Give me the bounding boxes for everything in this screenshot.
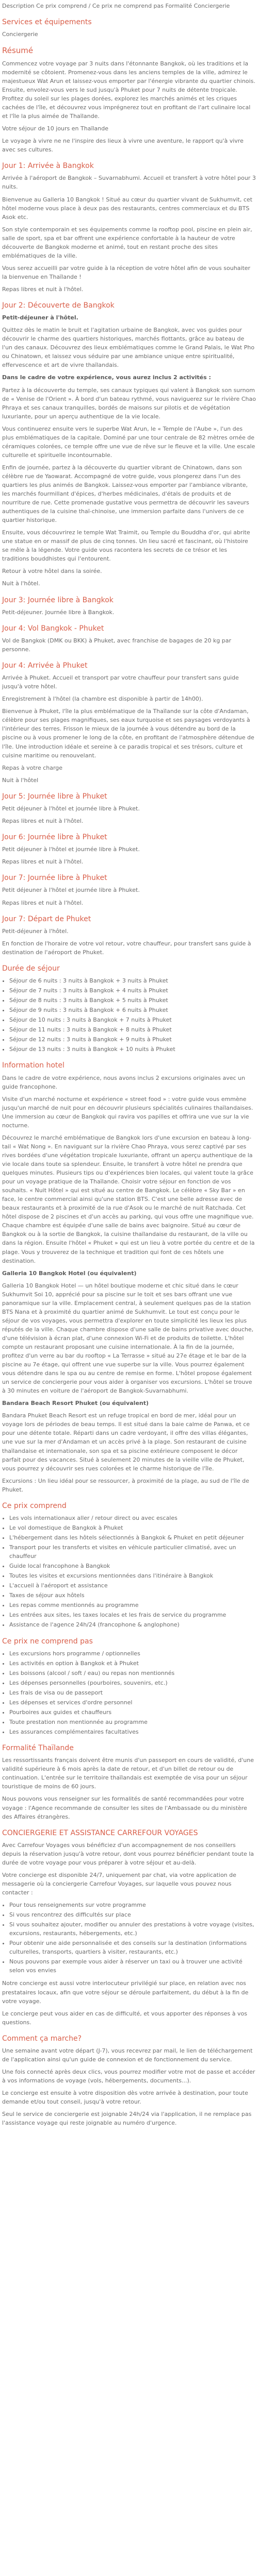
list-item: • Transport pour les transferts et visites en véhicule particulier climatisé, avec un chauffeur — [9, 1543, 256, 1561]
concierge-paragraph: Le concierge peut vous aider en cas de difficulté, et vous apporter des réponses à vos questions. — [2, 2010, 247, 2026]
day1-title: Jour 1: Arrivée à Bangkok — [2, 162, 94, 171]
list-item: • Pour obtenir une aide personnalisée et des conseils sur la destination (informations culturelles, transports, quartiers à visiter, restaurants, etc.) — [9, 1939, 256, 1956]
day2-paragraph: Retour à votre hôtel dans la soirée. — [2, 568, 102, 575]
howto-paragraph: Seul le service de conciergerie est joignable 24h/24 via l'application, il ne remplace pas l'assistance voyage qui reste joignable au numéro d'urgence. — [2, 2111, 252, 2127]
day2-paragraph: Dans le cadre de votre expérience, vous aurez inclus 2 activités : — [2, 374, 211, 381]
day4-paragraph: Vol de Bangkok (DMK ou BKK) à Phuket, avec franchise de bagages de 20 kg par personne. — [2, 637, 232, 653]
day2-paragraph: Ensuite, vous découvrirez le temple Wat Traimit, ou Temple du Bouddha d'or, qui abrite une statue en or massif de plus de cinq tonnes. Un lieu sacré et fascinant, où l'histoire se mêle à la légende. Votre guide vous racontera les secrets de ce trésor et les traditions bouddhistes qui l'entourent. — [2, 529, 250, 563]
list-item: • Les boissons (alcool / soft / eau) ou repas non mentionnés — [9, 1669, 256, 1677]
day1-paragraph: Bienvenue au Galleria 10 Bangkok ! Situé au cœur du quartier vivant de Sukhumvit, cet hôtel moderne vous place à deux pas des restaurants, centres commerciaux et du BTS Asok etc. — [2, 196, 252, 221]
day2-paragraph: Quittez dès le matin le bruit et l'agitation urbaine de Bangkok, avec vos guides pour découvrir le charme des quartiers historiques, marchés flottants, grâce au bateau de l'un des canaux. Découvrez des lieux emblématiques comme le Grand Palais, le Wat Pho ou Chinatown, et laissez vous séduire par une ambiance unique entre spiritualité, effervescence et art de vivre thaïlandais. — [2, 327, 255, 369]
list-item: • Séjour de 10 nuits : 3 nuits à Bangkok + 7 nuits à Phuket — [9, 1015, 256, 1024]
list-item: • Toutes les visites et excursions mentionnées dans l'itinéraire à Bangkok — [9, 1571, 256, 1580]
duration-title: Durée de séjour — [2, 964, 60, 973]
formalities-title: Formalité Thaïlande — [2, 1744, 74, 1753]
hotel-title: Information hotel — [2, 1061, 64, 1070]
list-item: • Les excursions hors programme / optionnelles — [9, 1649, 256, 1658]
hotel-paragraph: Galleria 10 Bangkok Hotel — un hôtel boutique moderne et chic situé dans le cœur Sukhumvit Soi 10, apprécié pour sa piscine sur le toit et ses bars offrant une vue panoramique sur la ville. Emplacement central, à seulement quelques pas de la station BTS Nana et à proximité du quartier animé de Sukhumvit. Le tout est conçu pour le séjour de vos voyages, vous permettra d'explorer en toute simplicité les lieux les plus réputés de la ville. Chaque chambre dispose d'une salle de bains privative avec douche, d'une télévision à écran plat, d'une connexion Wi-Fi et de produits de toilette. L'hôtel compte un restaurant proposant une cuisine internationale. À la fin de la journée, profitez d'un verre au bar du rooftop « La Terrasse » situé au 27e étage et le bar de la piscine au 7e étage, qui offrent une vue superbe sur la ville. Vous pourrez également vous détendre dans le spa ou au centre de remise en forme. L'hôtel propose également un service de conciergerie pour vous aider à organiser vos excursions. L'hôtel se trouve à 30 minutes en voiture de l'aéroport de Bangkok-Suvarnabhumi. — [2, 1282, 254, 1395]
list-item: • Le vol domestique de Bangkok à Phuket — [9, 1523, 256, 1532]
list-item: • Les frais de visa ou de passeport — [9, 1688, 256, 1697]
day2-title: Jour 2: Découverte de Bangkok — [2, 301, 115, 310]
list-item: • Les vols internationaux aller / retour direct ou avec escales — [9, 1514, 256, 1522]
list-item: • L'accueil à l'aéroport et assistance — [9, 1581, 256, 1590]
list-item: • Les entrées aux sites, les taxes locales et les frais de service du programme — [9, 1611, 256, 1619]
list-item: • Séjour de 8 nuits : 3 nuits à Bangkok + 5 nuits à Phuket — [9, 996, 256, 1005]
day1-paragraph: Son style contemporain et ses équipements comme la rooftop pool, piscine en plein air, salle de sport, spa et bar offrent une expérience confortable à la hauteur de votre découverte de Bangkok moderne et animé, tout en restant proche des sites emblématiques de la ville. — [2, 226, 252, 259]
includes-title: Ce prix comprend — [2, 1501, 67, 1510]
day4b-paragraph: Arrivée à Phuket. Accueil et transport par votre chauffeur pour transfert sans guide jusqu'à votre hôtel. — [2, 674, 239, 690]
formalities-paragraph: Les ressortissants français doivent être munis d'un passeport en cours de validité, d'une validité supérieure à 6 mois après la date de retour, et d'un billet de retour ou de continuation. L'entrée sur le territoire thaïlandais est exemptée de visa pour un séjour touristique de moins de 60 jours. — [2, 1757, 254, 1790]
day3-title: Jour 3: Journée libre à Bangkok — [2, 596, 114, 604]
list-item: • Toute prestation non mentionnée au programme — [9, 1718, 256, 1726]
day2-paragraph: Enfin de journée, partez à la découverte du quartier vibrant de Chinatown, dans son célèbre rue de Yaowarat. Accompagné de votre guide, vous plongerez dans l'un des quartiers les plus animés de Bangkok. Laissez-vous emporter par l'ambiance vibrante, les marchés fourmillant d'épices, d'herbes médicinales, d'étals de produits et de nourriture de rue. Cette promenade gustative vous permettra de découvrir les saveurs authentiques de la cuisine thaï-chinoise, une immersion parfaite dans l'univers de ce quartier historique. — [2, 464, 249, 524]
list-item: • Assistance de l'agence 24h/24 (francophone & anglophone) — [9, 1620, 256, 1629]
list-item: • Les dépenses personnelles (pourboires, souvenirs, etc.) — [9, 1679, 256, 1687]
excludes-title: Ce prix ne comprend pas — [2, 1637, 93, 1646]
departure-title: Jour 7: Départ de Phuket — [2, 914, 91, 923]
day4b-paragraph: Enregistrement à l'hôtel (la chambre est disponible à partir de 14h00). — [2, 696, 203, 703]
list-item: • Taxes de séjour aux hôtels — [9, 1591, 256, 1600]
day5-title: Jour 5: Journée libre à Phuket — [2, 792, 107, 801]
day7-title: Jour 7: Journée libre à Phuket — [2, 874, 107, 883]
day2-paragraph: Petit-déjeuner à l'hôtel. — [2, 314, 78, 321]
formalities-paragraph: Nous pouvons vous renseigner sur les formalités de santé recommandées pour votre voyage : l'Agence recommande de consulter les sites de l'Ambassade ou du ministère des Affaires étrangères. — [2, 1795, 247, 1820]
list-item: • Séjour de 13 nuits : 3 nuits à Bangkok + 10 nuits à Phuket — [9, 1045, 256, 1054]
list-item: • Séjour de 11 nuits : 3 nuits à Bangkok + 8 nuits à Phuket — [9, 1025, 256, 1034]
list-item: • Les repas comme mentionnés au programme — [9, 1601, 256, 1609]
day4b-paragraph: Bienvenue à Phuket, l'île la plus emblématique de la Thaïlande sur la côte d'Andaman, célèbre pour ses plages magnifiques, ses eaux turquoise et ses paysages verdoyants à l'intérieur des terres. Frisson le mieux de la journée à vous détendre au bord de la piscine ou à vous promener le long de la côte, en profitant de l'atmosphère détendue de l'île. Une introduction idéale et sereine à ce paradis tropical et ses trésors, culture et cuisine maritime ou renouvelant. — [2, 708, 254, 759]
day3-paragraph: Petit-déjeuner. Journée libre à Bangkok. — [2, 608, 115, 616]
list-item: • Les dépenses et services d'ordre personnel — [9, 1698, 256, 1707]
summary-paragraph: Commencez votre voyage par 3 nuits dans l'étonnante Bangkok, où les traditions et la modernité se côtoient. Promenez-vous dans les anciens temples de la ville, admirez le majestueux Wat Arun et laissez-vous emporter par l'énergie vibrante du quartier chinois. Ensuite, envolez-vous vers le sud jusqu'à Phuket pour 7 nuits de détente tropicale. Profitez du soleil sur les plages dorées, explorez les marchés animés et les criques cachées de l'île, et découvrez vous imprégnerez tout en profitant de l'art culinaire local et l'île la plus aimée de Thaïlande. — [2, 60, 255, 120]
howto-paragraph: Une fois connecté après deux clics, vous pourrez modifier votre mot de passe et accéder à vos informations de voyage (vols, hébergements, documents...). — [2, 2068, 255, 2084]
list-item: • L'hébergement dans les hôtels sélectionnés à Bangkok & Phuket en petit déjeuner — [9, 1533, 256, 1542]
summary-paragraph: Votre séjour de 10 jours en Thaïlande — [2, 125, 109, 132]
list-item: • Pourboires aux guides et chauffeurs — [9, 1708, 256, 1717]
list-item: • Pour tous renseignements sur votre programme — [9, 1901, 256, 1909]
concierge-list — [2, 1901, 256, 1975]
concierge-paragraph: Notre concierge est aussi votre interlocuteur privilégié sur place, en relation avec nos prestataires locaux, afin que votre séjour se déroule parfaitement, du début à la fin de votre voyage. — [2, 1980, 249, 2005]
summary-title: Résumé — [2, 46, 34, 56]
day5-paragraph: Repas libres et nuit à l'hôtel. — [2, 817, 84, 824]
services-text: Conciergerie — [2, 31, 38, 38]
howto-paragraph: Une semaine avant votre départ (J-7), vous recevrez par mail, le lien de téléchargement de l'application ainsi qu'un guide de connexion et de fonctionnement du service. — [2, 2047, 253, 2063]
day6-paragraph: Petit déjeuner à l'hôtel et journée libre à Phuket. — [2, 846, 140, 853]
day5-paragraph: Petit déjeuner à l'hôtel et journée libre à Phuket. — [2, 805, 140, 812]
howto-title: Comment ça marche? — [2, 2034, 82, 2043]
list-item: • Guide local francophone à Bangkok — [9, 1562, 256, 1570]
hotel-paragraph: Excursions : Un lieu idéal pour se ressourcer, à proximité de la plage, au sud de l'île de Phuket. — [2, 1477, 249, 1493]
hotel-paragraph: Visite d'un marché nocturne et expérience « street food » : votre guide vous emmène jusqu'un marché de nuit pour en découvrir plusieurs spécialités culinaires thaïlandaises. Une immersion au cœur de Bangkok qui ravira vos papilles et offrira une vue sur la vie nocturne. — [2, 1095, 253, 1129]
howto-paragraph: Le concierge est ensuite à votre disposition dès votre arrivée à destination, pour toute demande et/ou tout conseil, jusqu'à votre retour. — [2, 2090, 248, 2106]
day4b-paragraph: Repas à votre charge — [2, 764, 63, 771]
concierge-paragraph: Votre concierge est disponible 24/7, uniquement par chat, via votre application de messagerie où la conciergerie Carrefour Voyages, sur laquelle vous pouvez nous contacter : — [2, 1871, 236, 1896]
list-item: • Nous pouvons par exemple vous aider à réserver un taxi ou à trouver une activité selon vos envies — [9, 1957, 256, 1975]
list-item: • Si vous rencontrez des difficultés sur place — [9, 1910, 256, 1919]
day7-paragraph: Petit déjeuner à l'hôtel et journée libre à Phuket. — [2, 887, 140, 894]
concierge-paragraph: Avec Carrefour Voyages vous bénéficiez d'un accompagnement de nos conseillers depuis la réservation jusqu'à votre retour, dont vous pourrez bénéficier pendant toute la durée de votre voyage pour vous préparer à votre séjour et au-delà. — [2, 1841, 254, 1866]
day1-paragraph: Vous serez accueilli par votre guide à la réception de votre hôtel afin de vous souhaiter la bienvenue en Thaïlande ! — [2, 264, 251, 280]
hotel-paragraph: Dans le cadre de votre expérience, nous avons inclus 2 excursions originales avec un guide francophone. — [2, 1074, 246, 1090]
concierge-title: CONCIERGERIE ET ASSISTANCE CARREFOUR VOYAGES — [2, 1828, 198, 1837]
hotel-paragraph: Découvrez le marché emblématique de Bangkok lors d'une excursion en bateau à long-tail « Wat Nong ». En naviguant sur la rivière Chao Phraya, vous serez captivé par ses rives bordées d'une végétation tropicale luxuriante, offrant un aperçu authentique de la vie locale dans toute sa splendeur. Ensuite, le transfert à votre hôtel ne prendra que quelques minutes. Plusieurs tips ou d'expériences bien locales, qui valent toute la grâce pour un voyage pratique de la Thaïlande. Choisir votre séjour en fonction de vos souhaits. « Nuit Hôtel » qui est situé au centre de Bangkok. Le célèbre « Sky Bar » en face, le centre commercial ainsi qu'une station BTS. C'est une belle adresse avec de beaux restaurants et à proximité de la rue d'Asok ou le marché de nuit Ratchada. Cet hôtel dispose de 2 piscines et d'un accès au parking, qui vous offre une magnifique vue. Chaque chambre est équipée d'une salle de bains avec baignoire. Situé au cœur de Bangkok ou à la sortie de Bangkok, la cuisine thaïlandaise du restaurant, de la ville ou dans la région. Ensuite l'hôtel « Phuket » qui est un lieu à votre portée du centre et de la plage. Vous y trouverez de la technique et tradition qui font de ces hôtels une destination. — [2, 1134, 255, 1264]
list-item: • Séjour de 6 nuits : 3 nuits à Bangkok + 3 nuits à Phuket — [9, 976, 256, 985]
departure-paragraph: En fonction de l'horaire de votre vol retour, votre chauffeur, pour transfert sans guide à destination de l'aéroport de Phuket. — [2, 940, 251, 956]
day2-paragraph: Vous continuerez ensuite vers le superbe Wat Arun, le « Temple de l'Aube », l'un des plus emblématiques de la capitale. Dominé par une tour centrale de 82 mètres ornée de céramiques colorées, ce temple offre une vue de rêve sur le fleuve et la ville. Une escale culturelle et spirituelle incontournable. — [2, 425, 255, 459]
excludes-list — [2, 1649, 256, 1736]
list-item: • Si vous souhaitez ajouter, modifier ou annuler des prestations à votre voyage (visites, excursions, restaurants, hébergements, etc.) — [9, 1920, 256, 1938]
page-subtitle: Description Ce prix comprend / Ce prix ne comprend pas Formalité Conciergerie — [2, 3, 230, 9]
services-title: Services et équipements — [2, 18, 92, 27]
day4-title: Jour 4: Vol Bangkok - Phuket — [2, 624, 104, 633]
hotel-paragraph: Bandara Phuket Beach Resort est un refuge tropical en bord de mer, idéal pour un voyage lors de périodes de beau temps. Il est situé dans la baie calme de Panwa, et ce pour une détente totale. Réparti dans un cadre verdoyant, il offre des villas élégantes, une vue sur la mer d'Andaman et un accès privé à la plage. Son restaurant de cuisine thaïlandaise et internationale, son spa et sa piscine extérieure composent le décor parfait pour des vacances. Situé à seulement 20 minutes de la vieille ville de Phuket, vous pourrez y découvrir ses rues colorées et le charme historique de l'île. — [2, 1412, 250, 1472]
list-item: • Séjour de 9 nuits : 3 nuits à Bangkok + 6 nuits à Phuket — [9, 1006, 256, 1014]
day1-paragraph: Arrivée à l'aéroport de Bangkok – Suvarnabhumi. Accueil et transfert à votre hôtel pour 3 nuits. — [2, 175, 256, 191]
duration-list — [2, 976, 256, 1054]
list-item: • Séjour de 12 nuits : 3 nuits à Bangkok + 9 nuits à Phuket — [9, 1035, 256, 1044]
day2-paragraph: Nuit à l'hôtel. — [2, 580, 40, 587]
day6-title: Jour 6: Journée libre à Phuket — [2, 833, 107, 841]
day4b-paragraph: Nuit à l'hôtel — [2, 776, 39, 784]
departure-paragraph: Petit-déjeuner à l'hôtel. — [2, 927, 69, 935]
list-item: • Les activités en option à Bangkok et à Phuket — [9, 1659, 256, 1668]
hotel-name: Bandara Beach Resort Phuket (ou équivalent) — [2, 1400, 149, 1407]
summary-paragraph: Le voyage à vivre ne ne l'inspire des lieux à vivre une aventure, le rapport qu'à vivre avec ses cultures. — [2, 138, 244, 154]
day7-paragraph: Repas libres et nuit à l'hôtel. — [2, 899, 84, 906]
day1-paragraph: Repas libres et nuit à l'hôtel. — [2, 285, 84, 293]
day2-paragraph: Partez à la découverte du temple, ses canaux typiques qui valent à Bangkok son surnom de « Venise de l'Orient ». À bord d'un bateau rythmé, vous naviguerez sur le rivière Chao Phraya et ses canaux tranquilles, bordés de maisons sur pilotis et de végétation luxuriante, pour un aperçu authentique de la vie locale. — [2, 386, 256, 420]
includes-list — [2, 1514, 256, 1630]
list-item: • Séjour de 7 nuits : 3 nuits à Bangkok + 4 nuits à Phuket — [9, 986, 256, 995]
day6-paragraph: Repas libres et nuit à l'hôtel. — [2, 858, 84, 866]
hotel-name: Galleria 10 Bangkok Hotel (ou équivalent) — [2, 1269, 137, 1277]
day4b-title: Jour 4: Arrivée à Phuket — [2, 662, 88, 670]
list-item: • Les assurances complémentaires facultatives — [9, 1727, 256, 1736]
